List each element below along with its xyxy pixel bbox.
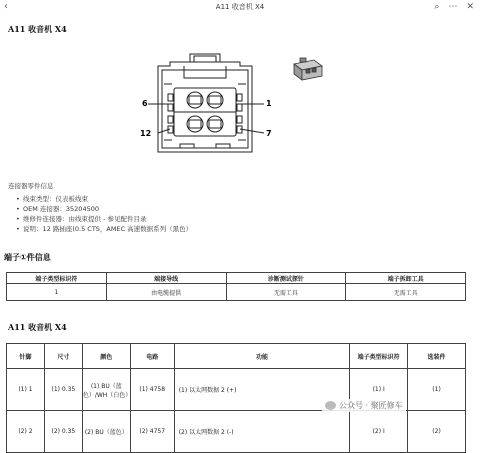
table-cell: (1) [408, 369, 466, 411]
search-icon[interactable]: ⌕ [434, 2, 440, 12]
connector-thumbnail [288, 54, 328, 84]
info-item: • 说明：12 路插座(0.5 CTS，AMEC 高速数据系列（黑色） [16, 224, 192, 234]
table-cell: (1) 4758 [130, 369, 174, 411]
table-cell: (1) 1 [7, 369, 45, 411]
close-icon[interactable]: ✕ [466, 2, 474, 12]
table-cell: (2) 4757 [130, 411, 174, 453]
watermark [322, 399, 406, 412]
pin-label-7: 7 [266, 129, 272, 138]
table-header-row [7, 273, 466, 284]
table-header: 功能 [174, 344, 350, 369]
wechat-icon [325, 401, 336, 410]
connector-diagram [140, 44, 270, 162]
terminal-table [6, 272, 466, 301]
table-cell: 1 [7, 284, 107, 301]
connector-info-list [16, 194, 192, 234]
table-header: 电路 [130, 344, 174, 369]
info-item: • OEM 连接器：35204500 [16, 204, 192, 214]
pin-table [6, 343, 466, 453]
table-row [7, 411, 466, 453]
table-header: 端接导线 [106, 273, 226, 284]
table-header: 尺寸 [44, 344, 82, 369]
top-bar [0, 0, 480, 14]
table-cell: (1) 0.35 [44, 369, 82, 411]
table-cell: (1) BU（蓝色）/WH（白色） [82, 369, 130, 411]
table-cell: (2) [408, 411, 466, 453]
table-cell: 无需工具 [346, 284, 466, 301]
terminal-info-heading: 端子①件信息 [4, 253, 51, 262]
table-cell: (2) I [350, 411, 408, 453]
section-title: A11 收音机 X4 [8, 24, 67, 34]
pin-label-6: 6 [142, 99, 148, 108]
document-title: A11 收音机 X4 [215, 3, 265, 11]
table-cell: (2) 0.35 [44, 411, 82, 453]
table-header: 选装件 [408, 344, 466, 369]
back-icon[interactable]: ‹ [4, 1, 8, 12]
table-header: 端子类型标识符 [7, 273, 107, 284]
table-header: 端子拆卸工具 [346, 273, 466, 284]
table-header: 诊断测试探针 [226, 273, 346, 284]
connector-info-heading: 连接器零件信息 [8, 182, 54, 190]
top-toolbar [434, 1, 474, 13]
section-title-2: A11 收音机 X4 [8, 322, 67, 332]
table-cell: (2) 以太网数据 2 (-) [174, 411, 350, 453]
table-cell: 无需工具 [226, 284, 346, 301]
table-cell: (1) I [350, 369, 408, 411]
pin-label-1: 1 [266, 99, 272, 108]
info-item: • 线束类型：仪表板线束 [16, 194, 192, 204]
more-icon[interactable]: ⋯ [448, 2, 458, 12]
table-header: 端子类型标识符 [350, 344, 408, 369]
table-header: 颜色 [82, 344, 130, 369]
table-header: 针脚 [7, 344, 45, 369]
table-cell: (2) BU（蓝色） [82, 411, 130, 453]
table-header-row [7, 344, 466, 369]
table-cell: 由电缆提供 [106, 284, 226, 301]
table-row [7, 284, 466, 301]
table-cell: (1) 以太网数据 2 (+) [174, 369, 350, 411]
watermark-text: 公众号 · 聚匠修车 [339, 401, 403, 410]
pin-label-12: 12 [140, 129, 152, 138]
info-item: • 维修件连接器：由线束提供 - 参见配件目录 [16, 214, 192, 224]
table-cell: (2) 2 [7, 411, 45, 453]
